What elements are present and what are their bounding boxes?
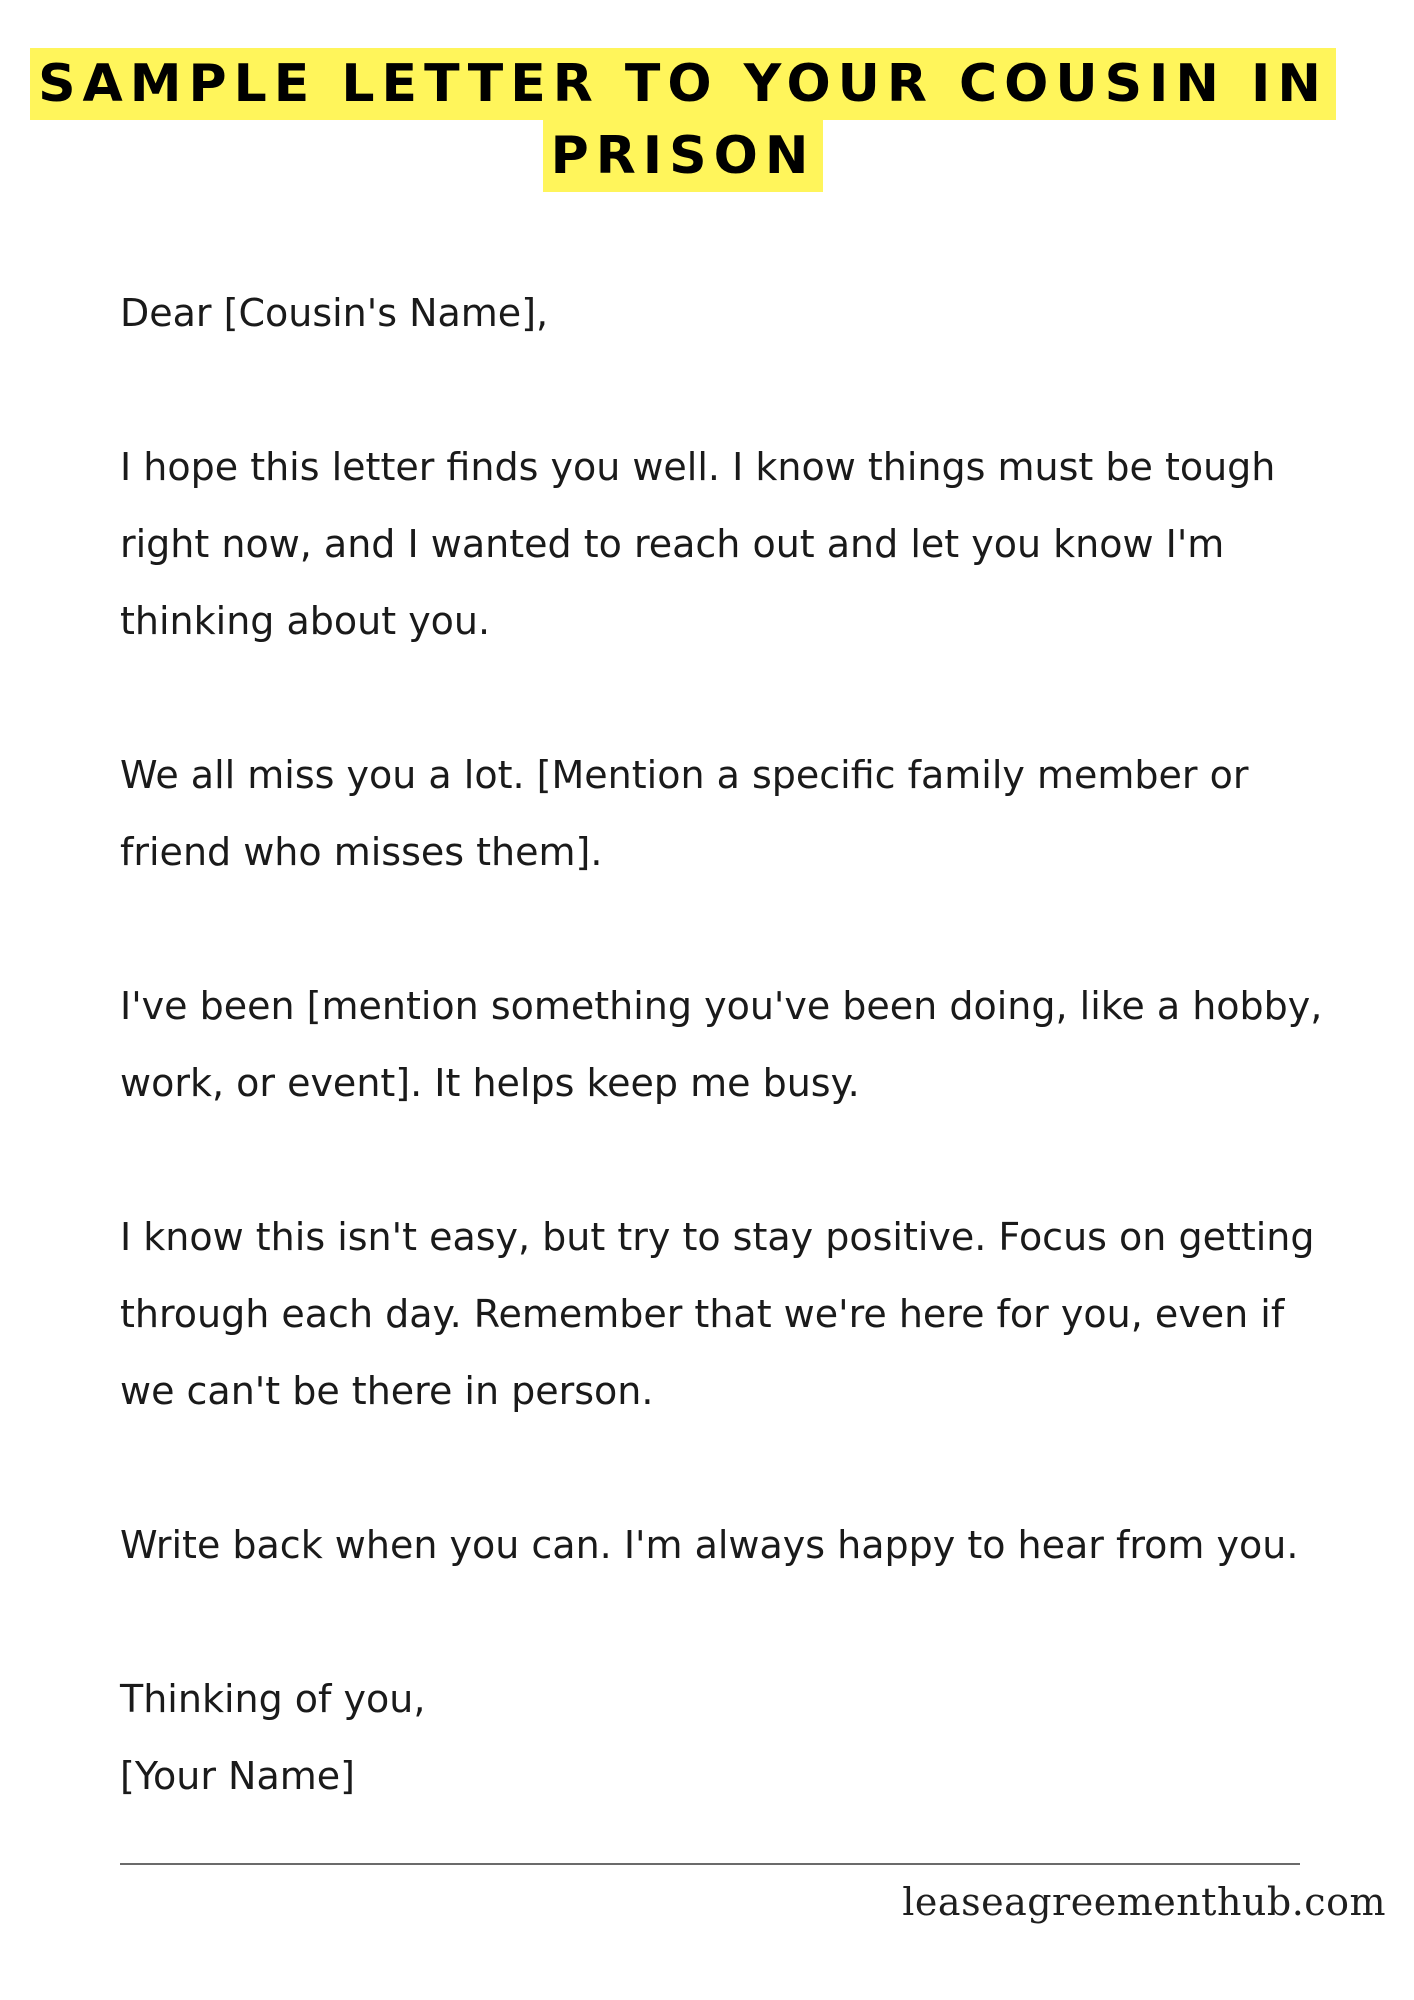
document-title — [0, 48, 1414, 192]
paragraph-3: I've been [mention something you've been doing, like a hobby, work, or event]. It helps keep me busy. — [120, 984, 1323, 1105]
paragraph-1: I hope this letter finds you well. I know things must be tough right now, and I wanted to reach out and let you know I'm thinking about you. — [120, 445, 1276, 643]
paragraph-2: We all miss you a lot. [Mention a specific family member or friend who misses them]. — [120, 753, 1249, 874]
title-line-2: PRISON — [543, 120, 824, 192]
paragraph-5: Write back when you can. I'm always happy to hear from you. — [120, 1523, 1299, 1567]
paragraph-4: I know this isn't easy, but try to stay positive. Focus on getting through each day. Remember that we're here for you, even if we can't be there in person. — [120, 1215, 1315, 1413]
brand-watermark: leaseagreementhub.com — [902, 1880, 1386, 1924]
letter-body — [120, 275, 1350, 1815]
salutation: Dear [Cousin's Name], — [120, 291, 549, 335]
signature-placeholder: [Your Name] — [120, 1754, 355, 1798]
title-line-1: SAMPLE LETTER TO YOUR COUSIN IN — [30, 48, 1336, 120]
closing: Thinking of you, — [120, 1677, 426, 1721]
signature-line — [120, 1863, 1300, 1865]
